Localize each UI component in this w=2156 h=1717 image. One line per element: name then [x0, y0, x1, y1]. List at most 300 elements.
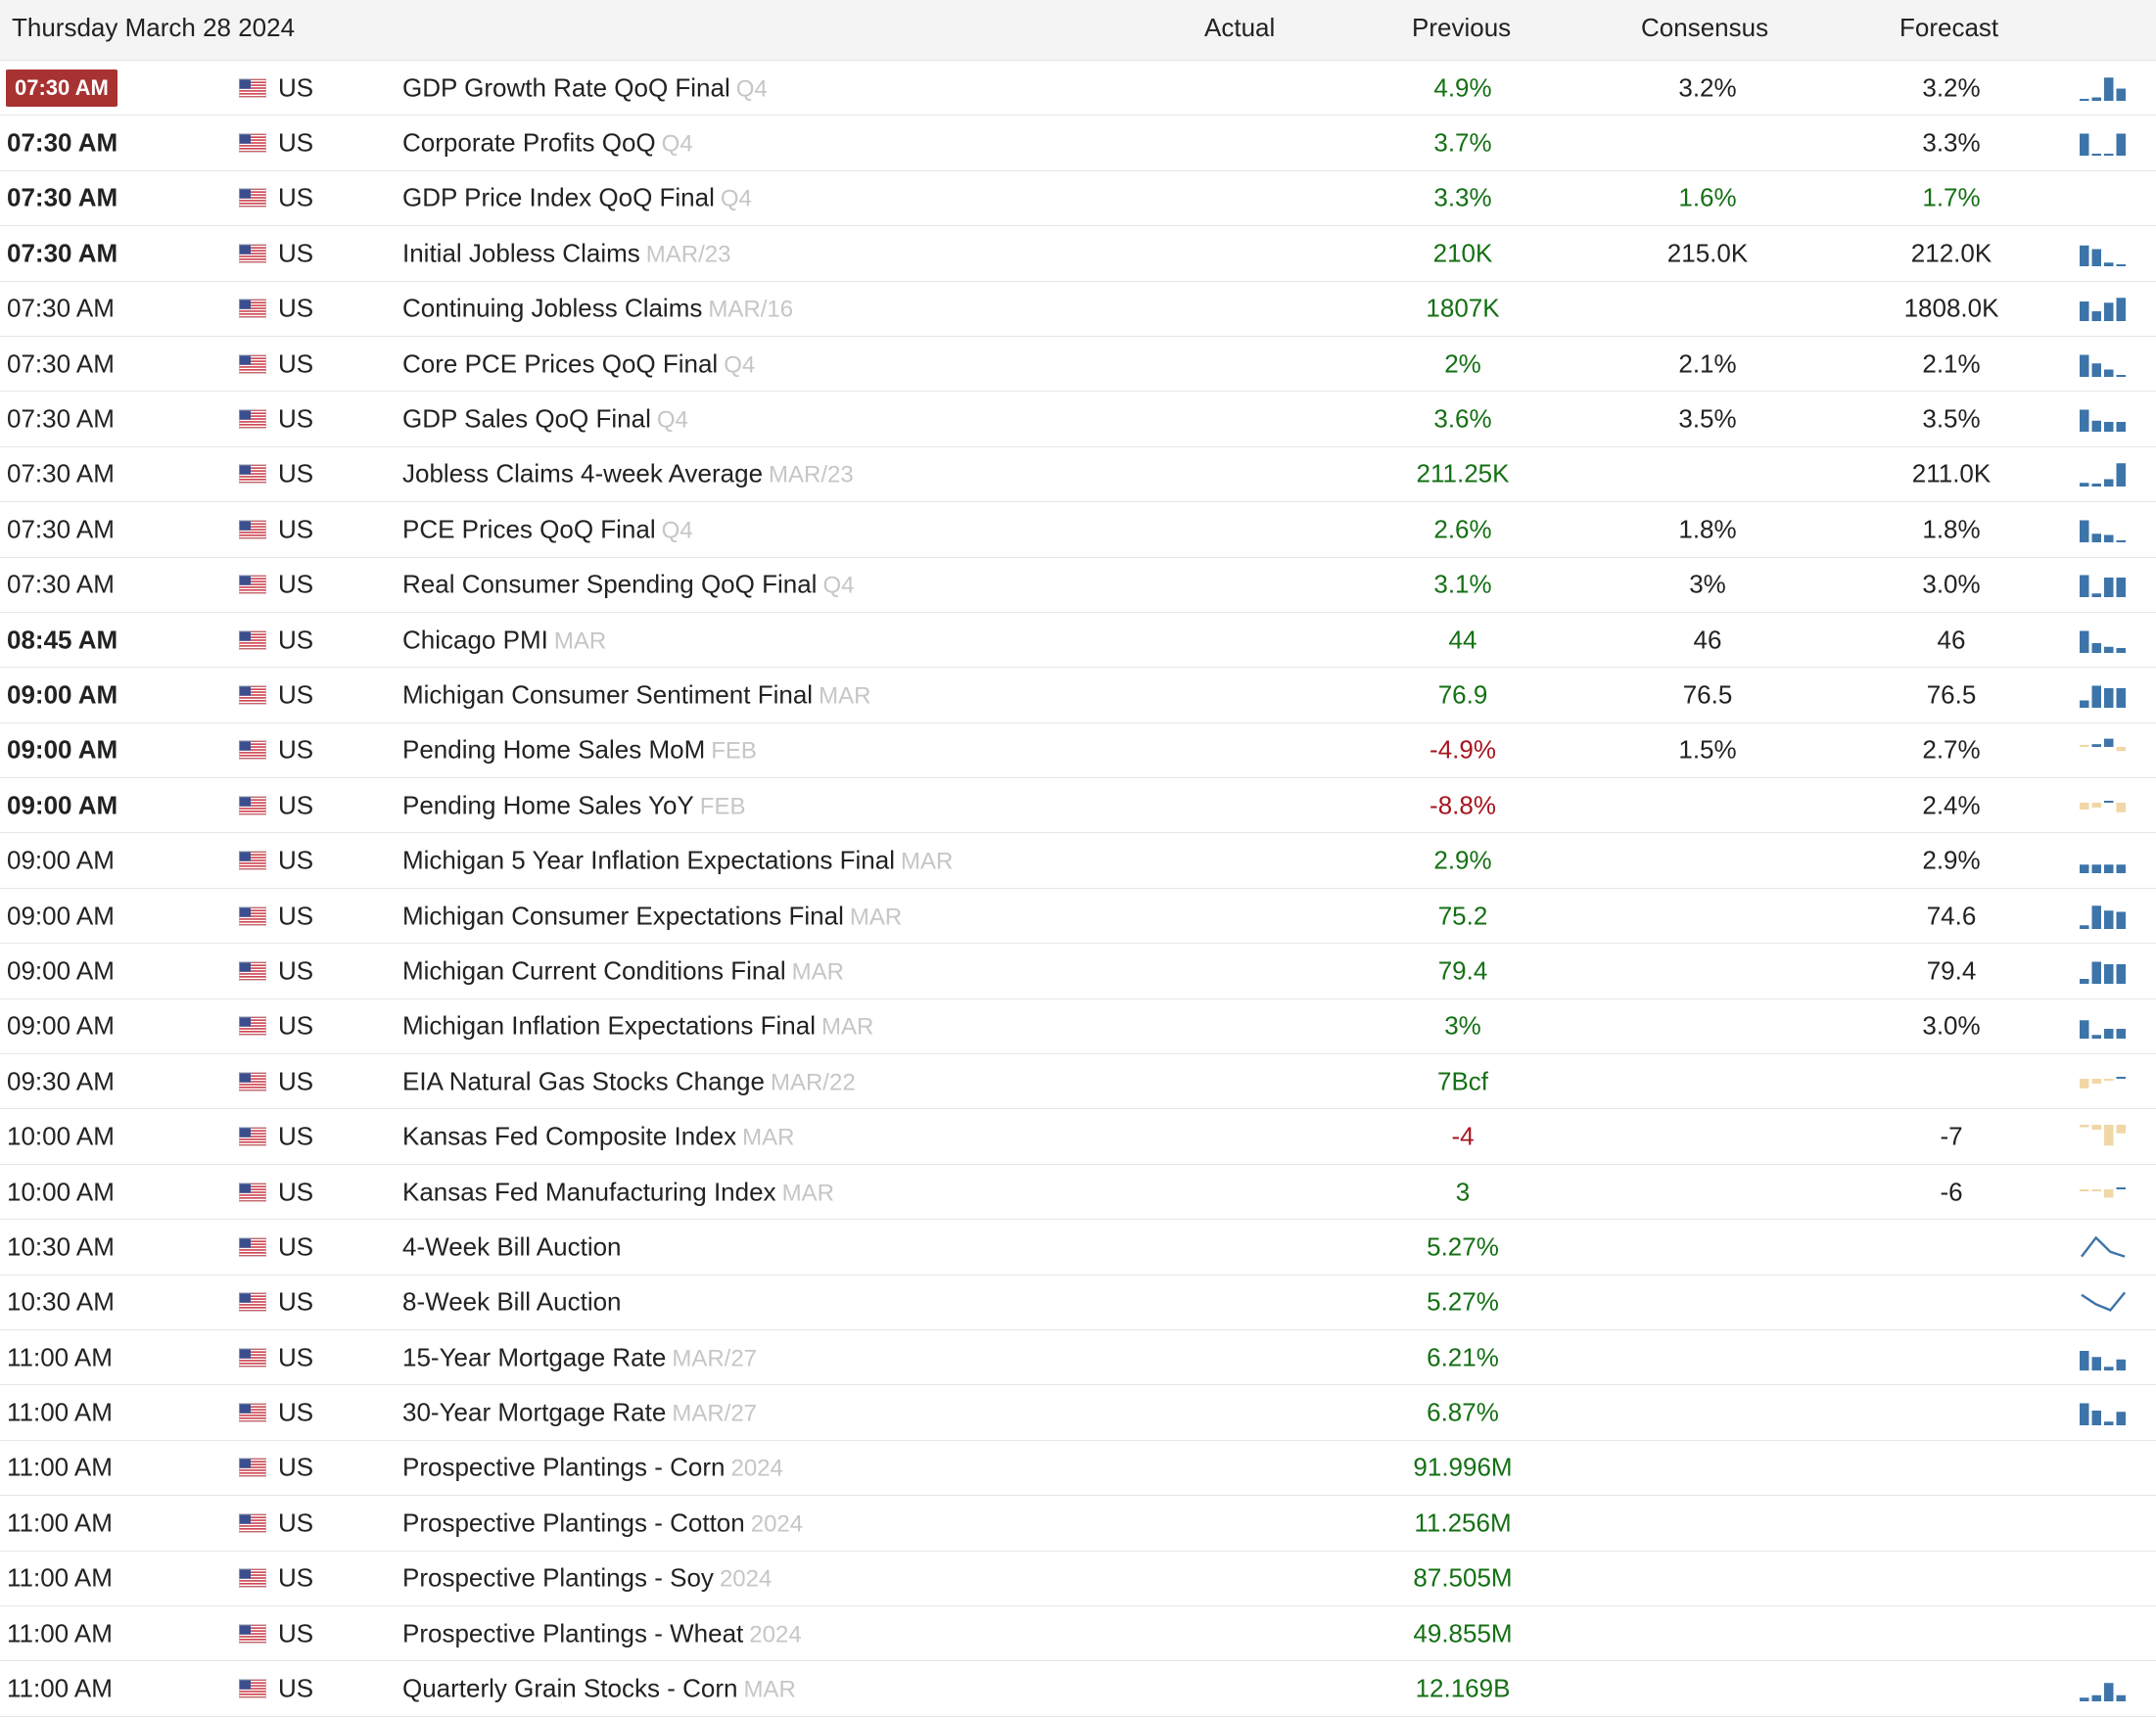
event-name-link[interactable]: Michigan Consumer Expectations Final — [402, 901, 844, 931]
sparkline-bar — [2092, 1411, 2102, 1425]
sparkline-bar — [2117, 375, 2127, 377]
previous-value: 210K — [1432, 238, 1493, 268]
event-name-link[interactable]: Kansas Fed Manufacturing Index — [402, 1177, 776, 1206]
event-reference-period: MAR — [821, 1013, 874, 1041]
sparkline-bar — [2092, 1036, 2102, 1040]
calendar-row[interactable] — [0, 1054, 2156, 1109]
sparkline-bar — [2104, 1079, 2114, 1081]
us-flag-icon — [239, 685, 266, 704]
event-reference-period: MAR — [742, 1124, 795, 1151]
calendar-row[interactable] — [0, 613, 2156, 668]
us-flag-icon — [239, 796, 266, 814]
forecast-value: 2.9% — [1922, 845, 1981, 875]
consensus-value: 215.0K — [1666, 238, 1749, 268]
trend-sparkline[interactable] — [2078, 846, 2129, 875]
calendar-row[interactable] — [0, 1109, 2156, 1164]
event-country: US — [278, 1508, 314, 1538]
sparkline-line — [2082, 1237, 2125, 1256]
us-flag-icon — [239, 1569, 266, 1588]
event-name-cell[interactable] — [402, 570, 854, 600]
trend-sparkline[interactable] — [2078, 404, 2129, 434]
us-flag-icon — [239, 1128, 266, 1146]
sparkline-bar — [2080, 134, 2089, 157]
previous-value: 2.9% — [1433, 845, 1492, 875]
sparkline-bar — [2104, 369, 2114, 377]
event-name-cell[interactable] — [402, 1231, 622, 1262]
event-time: 07:30 AM — [7, 127, 118, 158]
event-reference-period: MAR/23 — [645, 241, 731, 268]
previous-value: 6.87% — [1427, 1397, 1499, 1427]
sparkline-bar — [2080, 520, 2089, 542]
event-country: US — [278, 1452, 314, 1482]
us-flag-icon — [239, 1348, 266, 1367]
event-country: US — [278, 1121, 314, 1151]
previous-value: 5.27% — [1427, 1286, 1499, 1317]
previous-value: 1807K — [1426, 293, 1500, 323]
calendar-row[interactable] — [0, 447, 2156, 502]
calendar-row[interactable] — [0, 668, 2156, 722]
us-flag-icon — [239, 1072, 266, 1091]
event-name-cell[interactable] — [402, 1398, 757, 1428]
event-name-link[interactable]: Corporate Profits QoQ — [402, 127, 656, 158]
consensus-value: 76.5 — [1682, 679, 1733, 710]
event-name-cell[interactable] — [402, 625, 606, 655]
forecast-value: 3.2% — [1922, 72, 1981, 103]
sparkline-bar — [2117, 864, 2127, 873]
sparkline-bar — [2104, 480, 2114, 487]
event-name-cell[interactable] — [402, 1563, 772, 1594]
event-name-cell[interactable] — [402, 1011, 873, 1042]
us-flag-icon — [239, 1017, 266, 1036]
previous-value: 3.6% — [1433, 403, 1492, 434]
forecast-value: 3.0% — [1922, 1010, 1981, 1041]
trend-sparkline[interactable] — [2078, 1398, 2129, 1427]
event-name-link[interactable]: Kansas Fed Composite Index — [402, 1121, 737, 1151]
calendar-row[interactable] — [0, 1276, 2156, 1330]
event-country: US — [278, 403, 314, 434]
previous-value: 11.256M — [1414, 1508, 1512, 1538]
event-name-link[interactable]: Pending Home Sales YoY — [402, 790, 694, 820]
sparkline-bar — [2104, 739, 2114, 747]
event-name-cell[interactable] — [402, 1674, 796, 1704]
sparkline-bar — [2092, 421, 2102, 432]
calendar-row[interactable] — [0, 226, 2156, 281]
sparkline-bar — [2092, 1189, 2102, 1191]
event-name-link[interactable]: 15-Year Mortgage Rate — [402, 1342, 667, 1372]
us-flag-icon — [239, 134, 266, 153]
us-flag-icon — [239, 1624, 266, 1643]
previous-value: 49.855M — [1413, 1618, 1513, 1648]
us-flag-icon — [239, 189, 266, 208]
sparkline-bar — [2104, 1029, 2114, 1039]
sparkline-bar — [2092, 1079, 2102, 1084]
forecast-value: 2.7% — [1922, 734, 1981, 765]
event-name-link[interactable]: Prospective Plantings - Wheat — [402, 1618, 744, 1648]
calendar-row[interactable] — [0, 1496, 2156, 1551]
sparkline-bar — [2080, 925, 2089, 929]
calendar-row[interactable] — [0, 889, 2156, 944]
trend-sparkline[interactable] — [2078, 239, 2129, 268]
forecast-value: 1.7% — [1922, 182, 1981, 212]
previous-value: 76.9 — [1437, 679, 1488, 710]
trend-sparkline[interactable] — [2078, 902, 2129, 931]
event-name-cell[interactable] — [402, 846, 953, 876]
event-name-cell[interactable] — [402, 955, 844, 986]
event-reference-period: 2024 — [750, 1510, 804, 1538]
sparkline-bar — [2104, 1421, 2114, 1425]
trend-sparkline[interactable] — [2078, 1178, 2129, 1207]
sparkline-bar — [2117, 264, 2127, 266]
event-reference-period: MAR — [900, 848, 954, 875]
event-time: 07:30 AM — [7, 458, 115, 488]
event-time: 07:30 AM — [6, 70, 117, 107]
trend-sparkline[interactable] — [2078, 1067, 2129, 1096]
event-name-cell[interactable] — [402, 183, 752, 213]
calendar-row[interactable] — [0, 1606, 2156, 1661]
event-time: 10:00 AM — [7, 1121, 115, 1151]
forecast-value: 212.0K — [1910, 238, 1992, 268]
event-time: 07:30 AM — [7, 348, 115, 379]
trend-sparkline[interactable] — [2078, 1011, 2129, 1041]
event-time: 11:00 AM — [7, 1342, 113, 1372]
event-country: US — [278, 1066, 314, 1096]
previous-value: 79.4 — [1437, 955, 1488, 986]
sparkline-bar — [2117, 540, 2127, 542]
sparkline-bar — [2080, 302, 2089, 321]
sparkline-bar — [2092, 363, 2102, 377]
event-name-link[interactable]: Continuing Jobless Claims — [402, 293, 703, 323]
trend-sparkline[interactable] — [2078, 791, 2129, 820]
event-name-cell[interactable] — [402, 1508, 803, 1538]
event-name-link[interactable]: Michigan 5 Year Inflation Expectations Final — [402, 845, 895, 875]
event-name-link[interactable]: 4-Week Bill Auction — [402, 1231, 622, 1262]
event-name-cell[interactable] — [402, 901, 902, 931]
event-name-link[interactable]: PCE Prices QoQ Final — [402, 514, 656, 544]
calendar-row[interactable] — [0, 116, 2156, 170]
sparkline-bar — [2080, 1697, 2089, 1701]
previous-value: 6.21% — [1427, 1342, 1499, 1372]
event-time: 09:00 AM — [7, 955, 115, 986]
event-name-link[interactable]: GDP Sales QoQ Final — [402, 403, 651, 434]
event-time: 11:00 AM — [7, 1673, 113, 1703]
event-time: 09:30 AM — [7, 1066, 115, 1096]
sparkline-bar — [2092, 803, 2102, 808]
event-name-cell[interactable] — [402, 1177, 834, 1207]
trend-sparkline[interactable] — [2078, 515, 2129, 544]
us-flag-icon — [239, 1459, 266, 1477]
forecast-value: 1.8% — [1922, 514, 1981, 544]
previous-value: 211.25K — [1416, 458, 1510, 488]
event-name-link[interactable]: EIA Natural Gas Stocks Change — [402, 1066, 765, 1096]
previous-value: 87.505M — [1413, 1562, 1513, 1593]
sparkline-bar — [2092, 905, 2102, 929]
sparkline-line — [2082, 1293, 2125, 1311]
event-name-link[interactable]: Real Consumer Spending QoQ Final — [402, 569, 818, 599]
event-reference-period: Q4 — [656, 406, 688, 434]
event-name-link[interactable]: Prospective Plantings - Soy — [402, 1562, 714, 1593]
event-reference-period: FEB — [699, 793, 746, 820]
event-time: 09:00 AM — [7, 734, 118, 765]
event-country: US — [278, 1397, 314, 1427]
calendar-row[interactable] — [0, 944, 2156, 998]
forecast-value: 79.4 — [1926, 955, 1977, 986]
sparkline-bar — [2117, 1359, 2127, 1369]
event-name-link[interactable]: Chicago PMI — [402, 625, 548, 655]
trend-sparkline[interactable] — [2078, 73, 2129, 103]
event-name-cell[interactable] — [402, 1066, 856, 1096]
trend-sparkline[interactable] — [2078, 626, 2129, 655]
forecast-value: 2.4% — [1922, 790, 1981, 820]
event-time: 11:00 AM — [7, 1452, 113, 1482]
trend-sparkline[interactable] — [2078, 128, 2129, 158]
sparkline-bar — [2104, 646, 2114, 652]
event-name-cell[interactable] — [402, 735, 757, 766]
sparkline-bar — [2117, 578, 2127, 597]
trend-sparkline[interactable] — [2078, 956, 2129, 986]
event-name-cell[interactable] — [402, 238, 730, 268]
previous-value: 3.3% — [1433, 182, 1492, 212]
sparkline-bar — [2117, 688, 2127, 708]
event-reference-period: MAR — [791, 958, 844, 986]
event-time: 11:00 AM — [7, 1562, 113, 1593]
event-reference-period: 2024 — [749, 1621, 802, 1648]
event-country: US — [278, 238, 314, 268]
event-name-cell[interactable] — [402, 72, 768, 103]
event-name-link[interactable]: Pending Home Sales MoM — [402, 734, 706, 765]
event-time: 09:00 AM — [7, 679, 118, 710]
event-name-cell[interactable] — [402, 514, 693, 544]
sparkline-bar — [2080, 1079, 2089, 1089]
event-reference-period: MAR/27 — [672, 1400, 758, 1427]
event-country: US — [278, 1562, 314, 1593]
us-flag-icon — [239, 906, 266, 925]
event-time: 11:00 AM — [7, 1397, 113, 1427]
previous-value: 44 — [1448, 625, 1477, 655]
calendar-row[interactable] — [0, 558, 2156, 613]
previous-value: 3 — [1455, 1177, 1471, 1206]
event-name-link[interactable]: Prospective Plantings - Cotton — [402, 1508, 745, 1538]
event-name-cell[interactable] — [402, 1618, 802, 1648]
us-flag-icon — [239, 354, 266, 373]
calendar-row[interactable] — [0, 61, 2156, 116]
consensus-value: 3% — [1689, 569, 1726, 599]
event-time: 11:00 AM — [7, 1508, 113, 1538]
event-country: US — [278, 569, 314, 599]
event-country: US — [278, 293, 314, 323]
event-name-cell[interactable] — [402, 1287, 622, 1318]
sparkline-bar — [2117, 422, 2127, 432]
trend-sparkline[interactable] — [2078, 349, 2129, 379]
calendar-row[interactable] — [0, 833, 2156, 888]
event-country: US — [278, 734, 314, 765]
event-reference-period: Q4 — [735, 75, 768, 103]
sparkline-bar — [2117, 299, 2127, 322]
forecast-value: 3.3% — [1922, 127, 1981, 158]
event-reference-period: MAR/23 — [769, 461, 854, 488]
consensus-value: 3.5% — [1678, 403, 1737, 434]
column-header-forecast[interactable]: Forecast — [1899, 13, 1999, 42]
sparkline-bar — [2092, 249, 2102, 266]
event-time: 10:30 AM — [7, 1231, 115, 1262]
trend-sparkline[interactable] — [2078, 570, 2129, 599]
sparkline-bar — [2080, 246, 2089, 266]
sparkline-bar — [2080, 1189, 2089, 1191]
sparkline-bar — [2117, 747, 2127, 751]
event-name-link[interactable]: Michigan Current Conditions Final — [402, 955, 786, 986]
sparkline-bar — [2117, 1695, 2127, 1701]
trend-sparkline[interactable] — [2078, 1674, 2129, 1703]
trend-sparkline[interactable] — [2078, 1343, 2129, 1372]
calendar-row[interactable] — [0, 171, 2156, 226]
event-reference-period: Q4 — [661, 130, 693, 158]
sparkline-bar — [2117, 1029, 2127, 1039]
sparkline-bar — [2092, 1695, 2102, 1701]
event-name-cell[interactable] — [402, 1453, 783, 1483]
column-header-previous[interactable]: Previous — [1412, 13, 1512, 42]
trend-sparkline[interactable] — [2078, 735, 2129, 765]
sparkline-bar — [2092, 311, 2102, 321]
sparkline-bar — [2092, 745, 2102, 748]
calendar-row[interactable] — [0, 502, 2156, 557]
sparkline-bar — [2092, 1125, 2102, 1130]
forecast-value: 2.1% — [1922, 348, 1981, 379]
sparkline-bar — [2117, 1412, 2127, 1425]
event-country: US — [278, 1177, 314, 1206]
event-reference-period: Q4 — [724, 351, 756, 379]
sparkline-bar — [2080, 1021, 2089, 1040]
sparkline-bar — [2104, 964, 2114, 984]
event-reference-period: MAR — [819, 682, 871, 710]
event-reference-period: MAR/27 — [672, 1345, 758, 1372]
us-flag-icon — [239, 576, 266, 594]
sparkline-bar — [2117, 1187, 2127, 1189]
sparkline-bar — [2117, 803, 2127, 812]
event-name-link[interactable]: Initial Jobless Claims — [402, 238, 640, 268]
calendar-row[interactable] — [0, 1661, 2156, 1716]
event-time: 09:00 AM — [7, 790, 118, 820]
previous-value: 4.9% — [1433, 72, 1492, 103]
sparkline-bar — [2092, 154, 2102, 156]
trend-sparkline[interactable] — [2078, 1122, 2129, 1151]
trend-sparkline[interactable] — [2078, 680, 2129, 710]
event-time: 10:30 AM — [7, 1286, 115, 1317]
sparkline-bar — [2092, 97, 2102, 101]
trend-sparkline[interactable] — [2078, 1232, 2129, 1262]
calendar-row[interactable] — [0, 337, 2156, 392]
calendar-row[interactable] — [0, 1441, 2156, 1496]
calendar-row[interactable] — [0, 723, 2156, 778]
event-name-link[interactable]: GDP Price Index QoQ Final — [402, 182, 715, 212]
event-name-cell[interactable] — [402, 790, 745, 820]
event-name-link[interactable]: 30-Year Mortgage Rate — [402, 1397, 667, 1427]
forecast-value: 1808.0K — [1903, 293, 1999, 323]
calendar-row[interactable] — [0, 1385, 2156, 1440]
forecast-value: 76.5 — [1926, 679, 1977, 710]
sparkline-bar — [2104, 422, 2114, 432]
event-time: 07:30 AM — [7, 293, 115, 323]
event-country: US — [278, 348, 314, 379]
forecast-value: -6 — [1940, 1177, 1963, 1206]
sparkline-bar — [2080, 803, 2089, 810]
us-flag-icon — [239, 244, 266, 262]
event-name-link[interactable]: Michigan Inflation Expectations Final — [402, 1010, 817, 1041]
trend-sparkline[interactable] — [2078, 459, 2129, 488]
event-time: 08:45 AM — [7, 625, 118, 655]
previous-value: 91.996M — [1413, 1452, 1513, 1482]
event-country: US — [278, 625, 314, 655]
sparkline-bar — [2117, 88, 2127, 101]
forecast-value: 3.5% — [1922, 403, 1981, 434]
sparkline-bar — [2104, 688, 2114, 708]
event-time: 07:30 AM — [7, 569, 115, 599]
event-name-link[interactable]: Michigan Consumer Sentiment Final — [402, 679, 814, 710]
calendar-row[interactable] — [0, 1220, 2156, 1275]
event-name-link[interactable]: 8-Week Bill Auction — [402, 1286, 622, 1317]
column-header-consensus[interactable]: Consensus — [1641, 13, 1769, 42]
event-country: US — [278, 845, 314, 875]
event-reference-period: 2024 — [730, 1455, 783, 1482]
sparkline-bar — [2080, 979, 2089, 984]
consensus-value: 2.1% — [1678, 348, 1737, 379]
calendar-row[interactable] — [0, 999, 2156, 1054]
event-country: US — [278, 1673, 314, 1703]
calendar-row[interactable] — [0, 1165, 2156, 1220]
sparkline-bar — [2092, 1357, 2102, 1370]
sparkline-bar — [2117, 964, 2127, 984]
event-name-cell[interactable] — [402, 679, 870, 710]
calendar-row[interactable] — [0, 778, 2156, 833]
trend-sparkline[interactable] — [2078, 1287, 2129, 1317]
event-name-cell[interactable] — [402, 1122, 794, 1152]
event-reference-period: MAR/22 — [770, 1069, 856, 1096]
sparkline-bar — [2080, 700, 2089, 708]
event-name-link[interactable]: Quarterly Grain Stocks - Corn — [402, 1673, 738, 1703]
calendar-row[interactable] — [0, 282, 2156, 337]
event-country: US — [278, 1342, 314, 1372]
calendar-row[interactable] — [0, 1552, 2156, 1606]
sparkline-bar — [2104, 1683, 2114, 1701]
trend-sparkline[interactable] — [2078, 294, 2129, 323]
event-name-link[interactable]: GDP Growth Rate QoQ Final — [402, 72, 730, 103]
event-name-cell[interactable] — [402, 348, 755, 379]
event-name-link[interactable]: Core PCE Prices QoQ Final — [402, 348, 719, 379]
sparkline-bar — [2117, 1125, 2127, 1134]
event-name-link[interactable]: Jobless Claims 4-week Average — [402, 458, 764, 488]
us-flag-icon — [239, 410, 266, 429]
sparkline-bar — [2117, 464, 2127, 487]
sparkline-bar — [2080, 864, 2089, 873]
event-name-cell[interactable] — [402, 128, 693, 159]
column-header-actual[interactable]: Actual — [1204, 13, 1276, 42]
event-country: US — [278, 790, 314, 820]
event-name-cell[interactable] — [402, 294, 793, 324]
forecast-value: 74.6 — [1926, 901, 1977, 931]
sparkline-bar — [2092, 593, 2102, 597]
event-name-link[interactable]: Prospective Plantings - Corn — [402, 1452, 726, 1482]
sparkline-bar — [2080, 1404, 2089, 1426]
event-name-cell[interactable] — [402, 1342, 757, 1372]
event-name-cell[interactable] — [402, 459, 854, 489]
calendar-row[interactable] — [0, 392, 2156, 446]
event-country: US — [278, 955, 314, 986]
forecast-value: 211.0K — [1911, 458, 1992, 488]
event-name-cell[interactable] — [402, 404, 688, 435]
sparkline-bar — [2104, 578, 2114, 597]
sparkline-bar — [2092, 643, 2102, 653]
calendar-row[interactable] — [0, 1330, 2156, 1385]
event-country: US — [278, 458, 314, 488]
event-country: US — [278, 1286, 314, 1317]
